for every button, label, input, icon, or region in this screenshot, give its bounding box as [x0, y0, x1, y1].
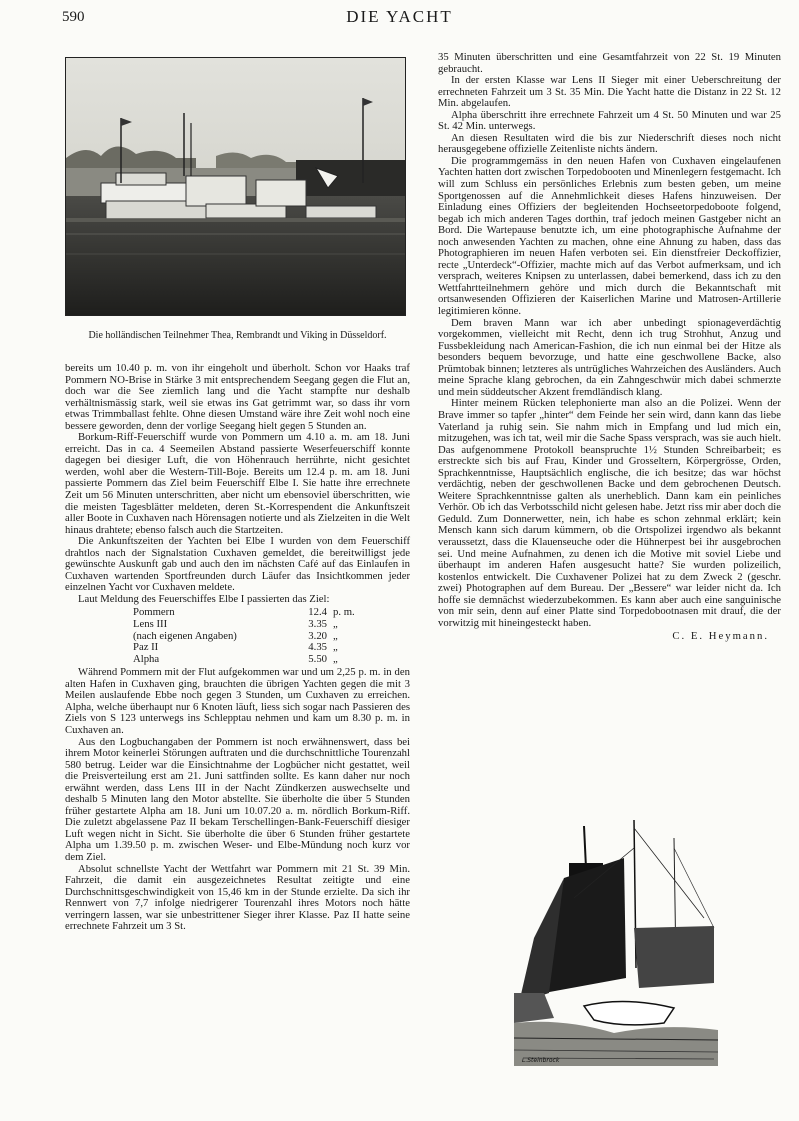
svg-text:L.Steinbrock: L.Steinbrock [522, 1057, 560, 1064]
photo-dutch-yachts [65, 57, 406, 316]
paragraph: 35 Minuten überschritten und eine Gesamtfahrzeit von 22 St. 19 Minuten gebraucht. [438, 51, 781, 75]
paragraph: Hinter meinem Rücken telephonierte man also an die Polizei. Wenn der Brave immer so tapfer „hinter“ dem Feinde her sein wird, dann kann das liebe Vaterland ja ruhig sein. Sie nahm mich in Empfang und lud mich ein, mitzugehen, was ich tat, weil mir die Sache Spass versprach, was sie auch hielt. Das aufgenommene Protokoll beanspruchte 1½ Stunden Schreibarbeit; es erstreckte sich bis auf Frau, Kinder und Grosseltern, Körpergrösse, Orden, Sprachkenntnisse, Hauptsächlich englische, die ich besitze; das war höchst verdächtig, neben der geschwollenen Backe und dem gebrochenen Deutsch. Weitere Sprachkenntnisse galten als unerheblich. Dann kam ein peinliches Verhör. Ob ich das Verbotsschild nicht gelesen habe. Jetzt riss mir aber doch die Geduld. Zum Donnerwetter, nein, ich habe es schon zehnmal erklärt; kein Mensch kann sich darum kümmern, ob die Ortspolizei irgendwo als bekannt veraussetzt, dass die Klauenseuche oder die Hühnerpest bei ihr ausgebrochen sei. Und meine Aufnahmen, zu denen ich die Motive mit soviel Liebe und überhaupt im anderen Hafen ausgesucht hatte? Sie wurden polizeilich, kostenlos entwickelt. Die Cuxhavener Polizei hat zu dem Zweck 2 (geschr. zwei) Photographen auf dem Bureau. Der „Bessere“ war leider nicht da. Ich hoffe sie demnächst wiederzubekommen. Es kann aber auch eine sanguinische von mir sein, denn auf einer Platte sind Torpedobootnasen mit drauf, die der vorwitzig mit hineingesteckt haben. [438, 397, 781, 629]
yacht-name: Alpha [133, 652, 160, 665]
paragraph: bereits um 10.40 p. m. von ihr eingeholt und überholt. Schon vor Haaks traf Pommern NO-Brise in Stärke 3 mit entsprechendem Seegang gegen die Flut an, doch war die See ziemlich lang und die Yacht stampfte nur deshalb verhältnismässig stark, weil sie etwas ins Gat getrimmt war, so dass ihr vorn etwas Trimmballast fehlte. Ohne diesen Umstand wäre ihre Zeit wohl noch eine bessere geworden, denn der vorlige Seegang hielt gegen 5 Stunden an. [65, 362, 410, 432]
running-head: DIE YACHT [346, 7, 453, 26]
yacht-name: (nach eigenen Angaben) [133, 629, 237, 642]
arrival-time: 12.4 [308, 606, 327, 619]
yacht-name: Lens III [133, 618, 168, 631]
paragraph: Alpha überschritt ihre errechnete Fahrzeit um 4 St. 50 Minuten und war 25 St. 42 Min. unterwegs. [438, 108, 781, 133]
left-column [65, 363, 410, 933]
page-number: 590 [62, 9, 85, 25]
right-column [438, 52, 781, 643]
table-row [133, 654, 410, 666]
author-signature: C. E. Heymann. [672, 630, 769, 643]
sketch-harbor-ships [514, 818, 718, 1066]
paragraph: Aus den Logbuchangaben der Pommern ist noch erwähnenswert, dass bei ihrem Motor keinerlei Störungen auftraten und die durchschnittliche Tourenzahl 580 betrug. Leider war die Einsichtnahme der Logbücher nicht gestattet, weil die Preisverteilung erst am 21. Juni sattfinden sollte. Es kann daher nur noch erwähnt werden, dass Lens III in der Nacht Zündkerzen auswechselte und deshalb 5 Minuten lang den Motor abstellte. Sie überholte die über 5 Stunden früher gestartete Alpha am 18. Juni um 10.07.20 a. m. nördlich Borkum-Riff. Die zuletzt abgelassene Paz II bekam Terschellingen-Bank-Feuerschiff diesiger Luft wegen nicht in Sicht. Sie überholte die über 6 Stunden früher gestartete Alpha um 1.39.50 p. m. zwischen Weser- und Elbe-Mündung noch kurz vor dem Ziel. [65, 735, 410, 863]
time-unit: „ [333, 641, 338, 654]
paragraph: In der ersten Klasse war Lens II Sieger mit einer Ueberschreitung der errechneten Fahrzeit um 3 St. 35 Min. Die Yacht hatte die Distanz in 22 St. 12 Min. abgelaufen. [438, 74, 781, 110]
paragraph: Laut Meldung des Feuerschiffes Elbe I passierten das Ziel: [78, 592, 330, 605]
table-row [133, 619, 410, 631]
paragraph: Dem braven Mann war ich aber unbedingt spionageverdächtig vorgekommen, vielleicht mit Recht, denn ich trug Strohhut, Anzug und Fussbekleidung nach American-Fashion, die ich nun einmal bei der Hitze als besonders bequem bevorzuge, und hatte eine geschwollene Backe, also Prümtobak binnen; letzteres als untrügliches Wahrzeichen des Ausländers. Auch meine Sprache klang gebrochen, da ein Zahngeschwür mich dabei schmerzte und mein süddeutscher Akzent fremdländisch klang. [438, 316, 781, 398]
paragraph: Die programmgemäss in den neuen Hafen von Cuxhaven eingelaufenen Yachten hatten dort zwischen Torpedobooten und Minenlegern festgemacht. Ich will zum Schluss ein persönliches Erlebnis zum besten geben, um meine Sportgenossen auf die Annehmlichkeit dieses Hafens hinzuweisen. Der Einladung eines Offiziers der begleitenden Hochseetorpedoboote folgend, begab ich mich anderen Tages dorthin, traf jedoch meinen Gastgeber nicht an Bord. Die Wartepause benutzte ich, um eine photographische Aufnahme der noch anwesenden Yachten zu machen, ohne eine Ahnung zu haben, dass das Photographieren im neuen Hafen verboten sei. Ein dienstfreier Deckoffizier, recte „Unterdeck“-Offizier, machte mich auf das Verbot aufmerksam, und ich versprach, weiteres Knipsen zu unterlassen, dabei bemerkend, dass ich zu den Wettfahrtteilnehmern gehöre und mich durch die Bekanntschaft mit ortsanwesenden Offizieren der Kaiserlichen Marine und Matrosen-Artillerie legitimieren könne. [438, 154, 781, 318]
table-row [133, 631, 410, 643]
paragraph: Die Ankunftszeiten der Yachten bei Elbe I wurden von dem Feuerschiff drahtlos nach der Signalstation Cuxhaven gemeldet, die bereitwilligst jede gewünschte Auskunft gab und auch den im nächsten Café auf das Einlaufen in Cuxhaven wartenden Sportfreunden durch Läufer das Insichtkommen jeder einzelnen Yacht vor Cuxhaven meldete. [65, 535, 410, 594]
photo-caption: Die holländischen Teilnehmer Thea, Rembrandt und Viking in Düsseldorf. [88, 330, 387, 341]
arrival-time: 3.20 [308, 629, 327, 642]
time-unit: „ [333, 618, 338, 631]
paragraph: An diesen Resultaten wird die bis zur Niederschrift dieses noch nicht herausgegebene offizielle Zeitenliste nichts ändern. [438, 131, 781, 156]
table-row [133, 607, 410, 619]
time-unit: p. m. [333, 606, 355, 619]
time-unit: „ [333, 652, 338, 665]
arrival-time: 4.35 [308, 641, 327, 654]
table-row [133, 642, 410, 654]
arrival-time: 5.50 [308, 652, 327, 665]
arrival-table [133, 607, 410, 665]
paragraph: Während Pommern mit der Flut aufgekommen war und um 2,25 p. m. in den alten Hafen in Cuxhaven ging, brauchten die übrigen Yachten gegen die mit 3 Meilen auslaufende Ebbe noch gegen 3 Stunden, um Cuxhaven zu erreichen. Alpha, welche überhaupt nur 6 Knoten läuft, liess sich sogar nach Passieren des Ziels von S 123 unterwegs ins Schlepptau nehmen und kam um 8.30 p. m. in Cuxhaven an. [65, 666, 410, 736]
yacht-name: Paz II [133, 641, 159, 654]
paragraph: Absolut schnellste Yacht der Wettfahrt war Pommern mit 21 St. 39 Min. Fahrzeit, die damit ein ausgezeichnetes Resultat zeitigte und eine Durchschnittsgeschwindigkeit von 15,46 km in der Stunde erzielte. Da sich ihr Rennwert von 7,7 infolge niedrigerer Tourenzahl ihres Motors noch hätte verringern lassen, war sie unbestrittener Sieger ihrer Klasse. Paz II hatte seine errechnete Fahrzeit um 3 St. [65, 862, 410, 933]
paragraph: Borkum-Riff-Feuerschiff wurde von Pommern um 4.10 a. m. am 18. Juni erreicht. Das in ca. 4 Seemeilen Abstand passierte Weserfeuerschiff konnte dagegen bei diesiger Luft, die von Höhenrauch herrührte, nicht gesichtet werden, wohl aber die Western-Till-Boje. Bereits um 12.4 p. m. am 18. Juni passierte Pommern das Ziel beim Feuerschiff Elbe I. Sie hatte ihre errechnete Zeit um 56 Minuten unterschritten, aber nicht um ebensoviel überschritten, wie die meisten Tagesblätter meldeten, deren St.-Korrespendent die Ankunftszeit aller Boote in Cuxhaven nach Hörensagen notierte und als Zielzeiten in die Welt hinaus drahtete; ebenso falsch auch die Startzeiten. [65, 431, 410, 536]
arrival-time: 3.35 [308, 618, 327, 631]
yacht-name: Pommern [133, 606, 175, 619]
time-unit: „ [333, 629, 338, 642]
